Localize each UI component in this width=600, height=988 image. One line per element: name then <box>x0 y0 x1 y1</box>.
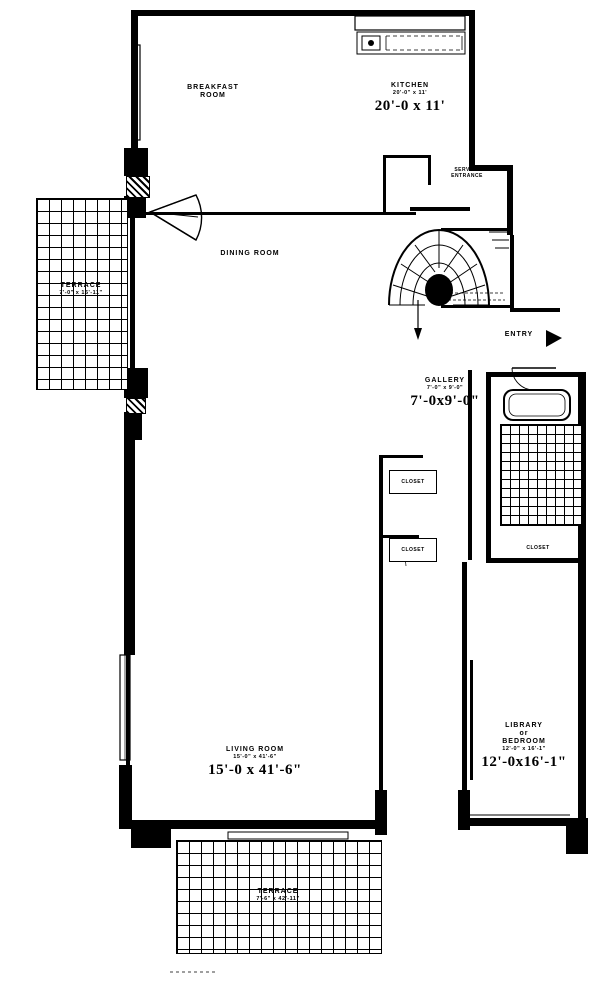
dining-name: DINING ROOM <box>220 250 280 257</box>
terrace-bottom-name: TERRACE <box>257 888 299 895</box>
closet-2-label: CLOSET <box>401 547 425 553</box>
closet-1-label: CLOSET <box>401 479 425 485</box>
wall-stair-box-top <box>441 228 511 231</box>
wall-entry-vert <box>510 235 514 310</box>
living-small-dim: 15'-0" x 41'-6" <box>233 754 277 761</box>
library-name-line1: LIBRARY <box>505 722 543 729</box>
wall-living-bottom-corner <box>131 820 171 848</box>
gallery-small-dim: 7'-0" x 9'-0" <box>426 385 464 392</box>
service-entrance-label <box>432 168 502 180</box>
column-top-left <box>124 148 148 176</box>
terrace-left-name: TERRACE <box>60 282 102 289</box>
wall-library-right <box>578 562 586 822</box>
kitchen-name: KITCHEN <box>390 82 430 89</box>
closet-1 <box>389 470 437 494</box>
living-big-dim: 15'-0 x 41'-6" <box>208 762 302 779</box>
wall-dining-top <box>146 212 416 215</box>
room-label-terrace-left <box>31 282 131 296</box>
terrace-left-dim: 7'-0" x 15'-11" <box>59 290 103 297</box>
wall-living-left <box>124 440 135 655</box>
wall-service-right-vert <box>507 165 513 235</box>
room-label-library <box>438 722 600 772</box>
wall-living-right <box>379 455 383 825</box>
room-label-breakfast <box>158 84 268 100</box>
column-hatch-lower-left <box>126 398 146 414</box>
closet-2 <box>389 538 437 562</box>
entry-text: ENTRY <box>504 331 534 338</box>
closet-3 <box>500 538 576 558</box>
wall-kitchen-right-lower <box>469 130 475 170</box>
wall-dining-top-right <box>410 207 470 211</box>
living-name: LIVING ROOM <box>225 746 285 753</box>
breakfast-name-line1: BREAKFAST <box>187 84 239 91</box>
wall-living-left-lower <box>119 765 132 827</box>
room-label-living <box>155 746 355 780</box>
column-hatch-upper-left <box>126 176 150 198</box>
wall-living-right-lower <box>375 790 387 835</box>
column-library-bottom-right <box>566 818 588 854</box>
gallery-big-dim: 7'-0x9'-0" <box>410 393 480 410</box>
wall-living-left-window <box>126 655 130 765</box>
wall-gallery-left <box>379 455 423 458</box>
column-left-lower2 <box>124 412 142 440</box>
breakfast-name-line2: ROOM <box>200 92 226 100</box>
wall-library-left <box>462 562 467 824</box>
kitchen-small-dim: 20'-0" x 11' <box>392 90 428 97</box>
library-name-line2: or <box>519 730 529 738</box>
room-label-gallery <box>370 377 520 411</box>
room-label-terrace-bottom <box>218 888 338 902</box>
bathroom-tile-floor <box>500 424 582 526</box>
kitchen-big-dim: 20'-0 x 11' <box>374 98 446 115</box>
wall-kitchen-partition-vert2 <box>428 155 431 185</box>
wall-kitchen-partition-top <box>383 155 431 158</box>
room-label-dining <box>190 250 310 258</box>
gallery-name: GALLERY <box>424 377 466 384</box>
wall-kitchen-left <box>131 10 138 170</box>
wall-entry <box>510 308 560 312</box>
wall-library-left-lower <box>458 790 470 830</box>
wall-bath-bottom <box>486 558 586 563</box>
library-big-dim: 12'-0x16'-1" <box>481 754 567 771</box>
terrace-bottom-dim: 7'-6" x 42'-11" <box>256 896 300 903</box>
wall-top <box>131 10 475 16</box>
library-name-line3: BEDROOM <box>502 738 546 746</box>
closet-3-label: CLOSET <box>526 545 550 551</box>
wall-kitchen-partition <box>383 155 386 213</box>
service-entrance-line2: ENTRANCE <box>451 172 483 179</box>
service-entrance-line1: SERVICE <box>454 167 480 173</box>
room-label-kitchen <box>320 82 500 116</box>
library-small-dim: 12'-0" x 16'-1" <box>502 746 546 753</box>
entry-label <box>492 331 546 339</box>
wall-stair-box-bottom <box>441 305 511 308</box>
